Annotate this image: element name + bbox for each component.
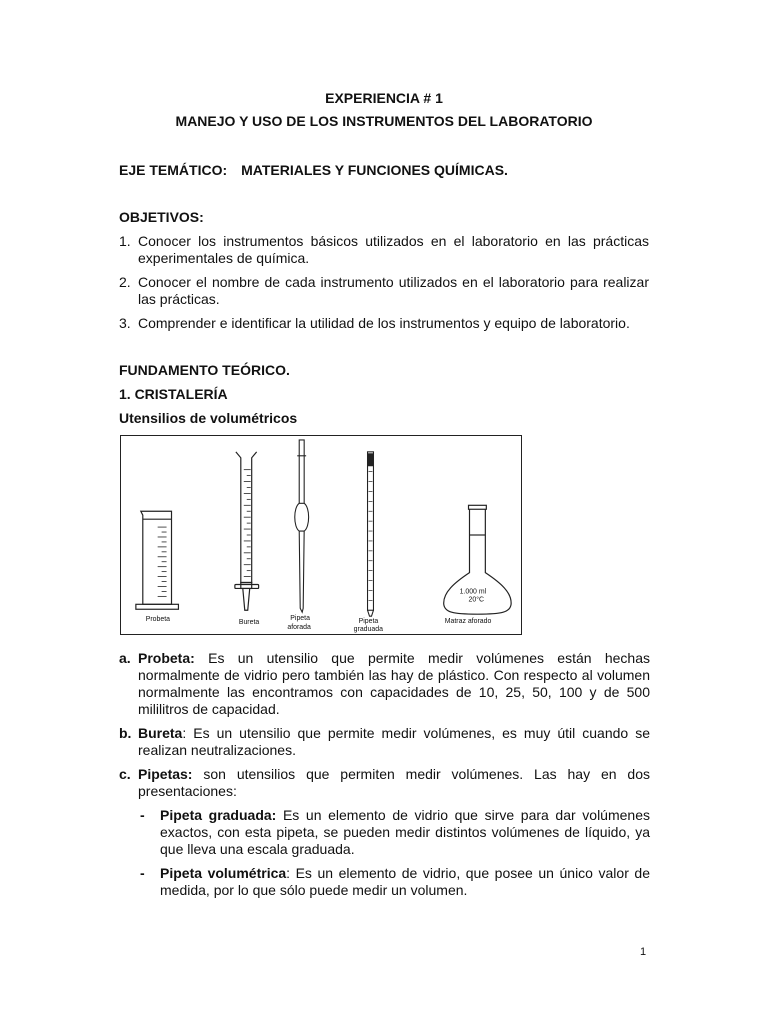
eje-value: MATERIALES Y FUNCIONES QUÍMICAS. (241, 162, 508, 178)
probeta-label: Probeta (145, 616, 171, 624)
list-item: 3. Comprender e identificar la utilidad de los instrumentos y equipo de laboratorio. (119, 315, 630, 331)
volumetric-glassware-figure (120, 435, 522, 635)
objetivos-heading: OBJETIVOS: (119, 209, 204, 225)
pipeta-graduada-label-2: graduada (353, 626, 383, 634)
utensilios-heading: Utensilios de volumétricos (119, 410, 298, 426)
page-number: 1 (640, 946, 647, 958)
definition-item: a. Probeta: Es un utensilio que permite medir volúmenes están hechas normalmente de vidrio pero también las hay de plástico. Con respecto al volumen normalmente las encontramos con capacidades de 10, 25, 50, 100 y de 500 mililitros de capacidad. (119, 650, 650, 717)
matraz-volume-label: 1.000 ml (459, 588, 487, 596)
bureta-illustration (235, 452, 259, 610)
sub-item: - Pipeta graduada: Es un elemento de vidrio que sirve para dar volúmenes exactos, con esta pipeta, se pueden medir distintos volúmenes de líquido, ya que lleva una escala graduada. (140, 807, 650, 857)
bureta-label: Bureta (238, 619, 260, 627)
eje-label: EJE TEMÁTICO: (119, 162, 228, 178)
cristaleria-heading: 1. CRISTALERÍA (119, 386, 228, 402)
probeta-illustration (136, 511, 179, 609)
list-item: 1. Conocer los instrumentos básicos utilizados en el laboratorio en las prácticas experimentales de química. (119, 233, 649, 266)
definitions-list (119, 650, 650, 906)
pipeta-graduada-label-1: Pipeta (358, 618, 379, 626)
list-item: 2. Conocer el nombre de cada instrumento utilizados en el laboratorio para realizar las prácticas. (119, 274, 649, 307)
pipeta-aforada-label-2: aforada (287, 624, 311, 632)
document-title: EXPERIENCIA # 1 (325, 90, 443, 106)
definition-item: b. Bureta: Es un utensilio que permite medir volúmenes, es muy útil cuando se realizan neutralizaciones. (119, 725, 650, 758)
sub-item: - Pipeta volumétrica: Es un elemento de vidrio, que posee un único valor de medida, por lo que sólo puede medir un volumen. (140, 865, 650, 898)
pipeta-aforada-label-1: Pipeta (290, 615, 310, 623)
document-subtitle: MANEJO Y USO DE LOS INSTRUMENTOS DEL LABORATORIO (175, 113, 593, 129)
pipeta-aforada-illustration (295, 440, 309, 612)
matraz-aforado-label: Matraz aforado (444, 618, 492, 626)
definition-item: c. Pipetas: son utensilios que permiten medir volúmenes. Las hay en dos presentaciones: (119, 766, 650, 799)
eje-tematico (119, 162, 508, 178)
matraz-temperature-label: 20°C (468, 596, 484, 604)
pipeta-graduada-illustration (368, 452, 374, 616)
objetivos-list (119, 233, 649, 339)
fundamento-heading: FUNDAMENTO TEÓRICO. (119, 362, 290, 378)
